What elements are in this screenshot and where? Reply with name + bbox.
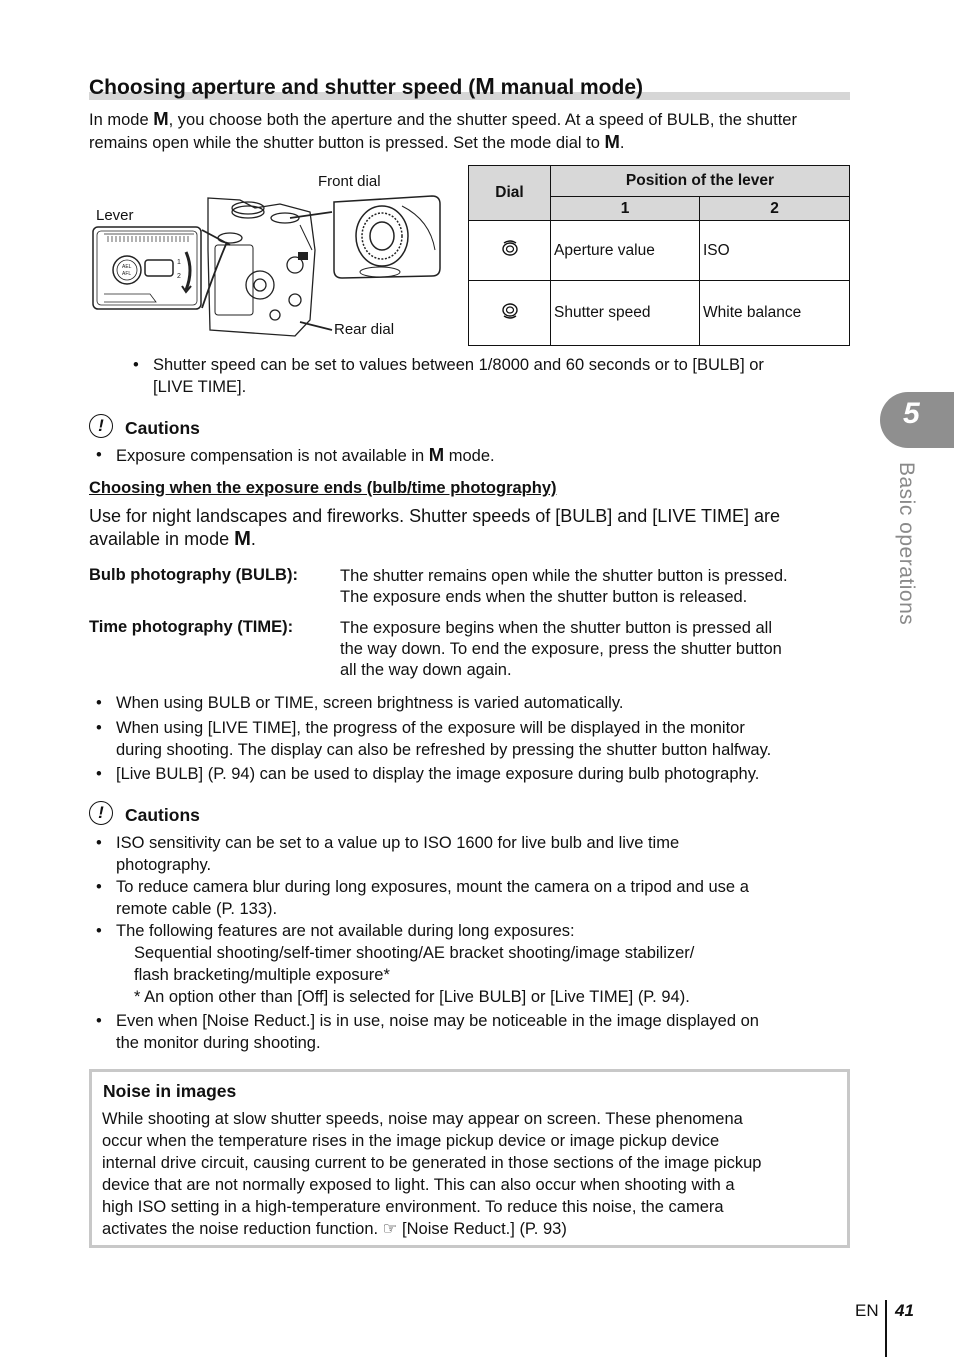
lever-pos-1-header: 1 — [551, 197, 700, 221]
time-definition: The exposure begins when the shutter button is pressed all the way down. To end the exposure, press the shutter button all the way down again. — [340, 619, 782, 679]
reference-icon: ☞ — [382, 1220, 398, 1238]
list-item: • Even when [Noise Reduct.] is in use, noise may be noticeable in the image displayed on the monitor during shooting. — [96, 1012, 759, 1052]
list-item: • When using BULB or TIME, screen brightness is varied automatically. — [96, 694, 624, 712]
caution-icon: ! — [89, 414, 113, 438]
mode-m-glyph: M — [604, 131, 620, 152]
mode-m-glyph: M — [428, 444, 445, 465]
chapter-number: 5 — [903, 397, 920, 430]
table-row — [469, 221, 850, 281]
shutter-speed-note: • Shutter speed can be set to values between 1/8000 and 60 seconds or to [BULB] or [LIVE TIME]. — [133, 356, 764, 396]
rear-dial-icon — [469, 281, 551, 346]
table-cell: Aperture value — [551, 221, 700, 281]
front-dial-inset — [334, 196, 440, 278]
rear-dial-label: Rear dial — [334, 321, 395, 338]
list-item: • Exposure compensation is not available in M mode. — [96, 444, 495, 465]
front-dial-label: Front dial — [318, 173, 381, 190]
time-term: Time photography (TIME): — [89, 618, 294, 636]
list-item: • When using [LIVE TIME], the progress of the exposure will be displayed in the monitor during shooting. The display can also be refreshed by pressing the shutter button halfway. — [96, 719, 772, 759]
bulb-term: Bulb photography (BULB): — [89, 566, 298, 584]
table-cell: Shutter speed — [551, 281, 700, 346]
mode-m-glyph: M — [153, 108, 169, 129]
unavailable-features: Sequential shooting/self-timer shooting/AE bracket shooting/image stabilizer/ flash bracketing/multiple exposure* * An option other than [Off] is selected for [Live BULB] or [Live TIME] (P. 94). — [134, 944, 695, 1006]
bulb-time-subheading: Choosing when the exposure ends (bulb/time photography) — [89, 479, 557, 497]
cautions-heading: Cautions — [125, 805, 200, 825]
list-item: • [Live BULB] (P. 94) can be used to display the image exposure during bulb photography. — [96, 765, 760, 783]
camera-illustration — [90, 190, 450, 340]
lever-pos-2-text: 2 — [177, 273, 181, 280]
dial-col-header: Dial — [469, 166, 551, 221]
camera-body — [208, 198, 315, 336]
mode-m-glyph: M — [475, 73, 495, 99]
mode-m-glyph: M — [234, 528, 251, 550]
intro-paragraph: In mode M, you choose both the aperture and the shutter speed. At a speed of BULB, the shutter remains open while the shutter button is pressed. Set the mode dial to M. — [89, 108, 797, 152]
lever-position-header: Position of the lever — [551, 166, 850, 197]
noise-box-text: While shooting at slow shutter speeds, noise may appear on screen. These phenomena occur when the temperature rises in the image pickup device or image pickup device internal drive circuit, causing current to be generated in those sections of the image pickup device that are not normally exposed to light. This can also occur when shooting with a high ISO setting in a high-temperature environment. To reduce this noise, the camera activates the noise reduction function. ☞ [Noise Reduct.] (P. 93) — [102, 1110, 762, 1238]
language-label: EN — [855, 1301, 879, 1320]
noise-info-box — [89, 1069, 850, 1248]
footer-divider — [885, 1300, 887, 1357]
chapter-title-vertical: Basic operations — [895, 462, 918, 626]
lever-pos-2-header: 2 — [700, 197, 850, 221]
list-item: • The following features are not available during long exposures: — [96, 922, 575, 940]
bulb-definition: The shutter remains open while the shutter button is pressed. The exposure ends when the shutter button is released. — [340, 567, 788, 606]
front-dial-icon — [469, 221, 551, 281]
table-row — [469, 281, 850, 346]
cautions-heading: Cautions — [125, 418, 200, 438]
table-cell: ISO — [700, 221, 850, 281]
lever-inset — [93, 227, 201, 309]
svg-text:AFL: AFL — [122, 271, 132, 277]
table-cell: White balance — [700, 281, 850, 346]
list-item: • ISO sensitivity can be set to a value up to ISO 1600 for live bulb and live time photography. — [96, 834, 680, 874]
lever-label: Lever — [96, 207, 134, 224]
caution-icon: ! — [89, 801, 113, 825]
page-number: 41 — [895, 1301, 914, 1320]
noise-box-title: Noise in images — [103, 1081, 237, 1101]
ael-afl-text: AEL — [122, 264, 132, 270]
list-item: • To reduce camera blur during long exposures, mount the camera on a tripod and use a remote cable (P. 133). — [96, 878, 749, 918]
lever-pos-1-text: 1 — [177, 259, 181, 266]
bulb-intro-paragraph: Use for night landscapes and fireworks. Shutter speeds of [BULB] and [LIVE TIME] are available in mode M. — [89, 506, 781, 550]
section-title: Choosing aperture and shutter speed (M manual mode) — [89, 73, 644, 99]
dial-lever-table — [468, 165, 850, 346]
